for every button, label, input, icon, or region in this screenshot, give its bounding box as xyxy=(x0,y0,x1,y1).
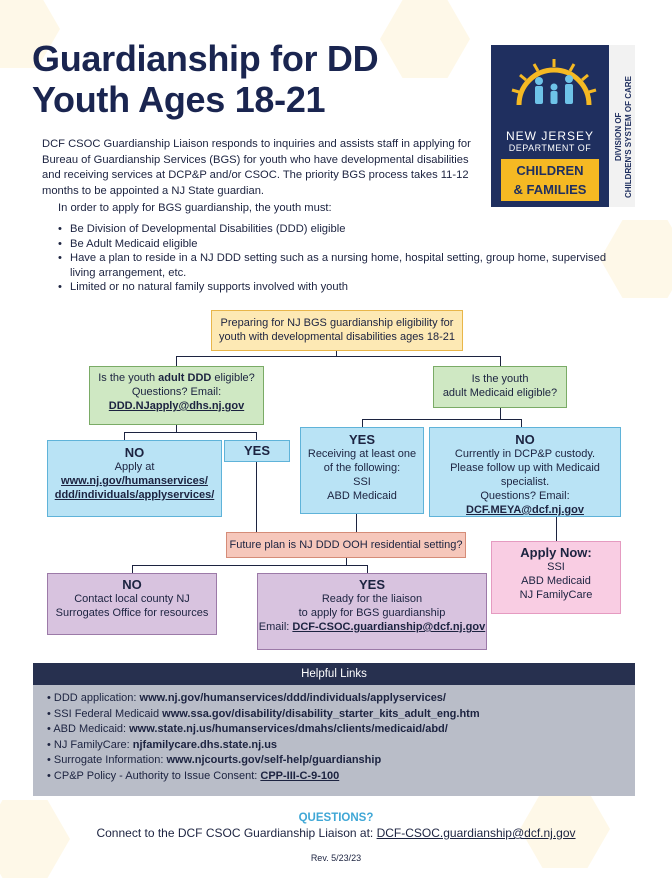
ddd-apply-link[interactable]: ddd/individuals/applyservices/ xyxy=(54,489,215,501)
flow-text: Future plan is NJ DDD OOH residential setting? xyxy=(229,539,463,551)
ddd-yes-box xyxy=(224,440,290,462)
page-title xyxy=(32,38,452,120)
flow-heading: NO xyxy=(124,445,145,460)
link-item: • NJ FamilyCare: njfamilycare.dhs.state.nj.us xyxy=(47,738,635,754)
connector-line xyxy=(367,565,368,573)
intro-paragraph: DCF CSOC Guardianship Liaison responds to inquiries and assists staff in applying for Bureau of Guardianship Services (BGS) for youth who have developmental disabilities and receiving services at DCP&P and/or CSOC. The priority BGS process takes 11-12 months to be appointed a NJ State guardian. xyxy=(42,138,471,197)
link-item: • DDD application: www.nj.gov/humanservices/ddd/individuals/applyservices/ xyxy=(47,691,635,707)
logo-side-panel xyxy=(609,45,635,207)
connector-line xyxy=(362,419,363,427)
liaison-email-link[interactable]: DCF-CSOC.guardianship@dcf.nj.gov xyxy=(376,826,576,840)
flow-text: Is the youth adult DDD eligible? xyxy=(98,372,255,384)
logo-state: NEW JERSEY xyxy=(505,129,594,143)
flow-text: Please follow up with Medicaid specialist. xyxy=(450,462,600,488)
residential-no-box xyxy=(47,573,217,635)
connector-line xyxy=(176,356,177,366)
nj-dcf-logo xyxy=(491,45,635,207)
njfamilycare-link[interactable]: njfamilycare.dhs.state.nj.us xyxy=(132,738,278,751)
logo-dept: DEPARTMENT OF xyxy=(508,143,592,153)
flow-text: SSI xyxy=(547,561,565,573)
logo-cf-line: CHILDREN xyxy=(516,163,584,178)
logo-division: DIVISION OF xyxy=(614,112,623,162)
title-line: Youth Ages 18-21 xyxy=(32,79,326,120)
flow-text: SSI xyxy=(353,476,371,488)
helpful-links-panel xyxy=(33,685,635,796)
cpp-policy-link[interactable]: CPP-III-C-9-100 xyxy=(260,769,340,782)
flow-text: Preparing for NJ BGS guardianship eligibility for xyxy=(220,317,454,329)
connector-line xyxy=(256,432,257,440)
flow-text: Currently in DCP&P custody. xyxy=(454,448,596,460)
connector-line xyxy=(176,356,501,357)
residential-yes-box xyxy=(257,573,487,650)
requirement-item: • Be Division of Developmental Disabilities (DDD) eligible xyxy=(56,222,626,237)
revision-date: Rev. 5/23/23 xyxy=(310,853,362,863)
flow-text: of the following: xyxy=(323,462,401,474)
link-item: • ABD Medicaid: www.state.nj.us/humanservices/dmahs/clients/medicaid/abd/ xyxy=(47,722,635,738)
flow-heading: YES xyxy=(358,577,385,592)
connector-line xyxy=(556,517,557,541)
flow-heading: YES xyxy=(348,432,375,447)
flow-text: adult Medicaid eligible? xyxy=(442,387,558,399)
flow-text: youth with developmental disabilities ages 18-21 xyxy=(218,331,456,343)
ddd-no-box xyxy=(47,440,222,517)
connector-line xyxy=(356,514,357,532)
flow-text: Receiving at least one xyxy=(307,448,417,460)
guardianship-email-link[interactable]: DCF-CSOC.guardianship@dcf.nj.gov xyxy=(292,621,486,633)
ssi-link[interactable]: www.ssa.gov/disability/disability_starter_kits_adult_eng.htm xyxy=(162,707,480,720)
flow-heading: NO xyxy=(515,432,535,447)
medicaid-no-box xyxy=(429,427,621,517)
logo-cf-line: & FAMILIES xyxy=(513,182,587,197)
requirement-item: • Have a plan to reside in a NJ DDD setting such as a nursing home, hospital setting, group home, supervised living arrangement, etc. xyxy=(56,251,626,280)
connector-line xyxy=(132,565,133,573)
title-line: Guardianship for DD xyxy=(32,38,379,79)
logo-csoc: CHILDREN'S SYSTEM OF CARE xyxy=(624,76,633,198)
connector-line xyxy=(256,462,257,532)
flow-text: ABD Medicaid xyxy=(521,575,591,587)
link-item: • Surrogate Information: www.njcourts.gov/self-help/guardianship xyxy=(47,753,635,769)
flow-text: Apply at xyxy=(114,461,155,473)
helpful-links-header: Helpful Links xyxy=(33,663,635,685)
medicaid-eligibility-box xyxy=(433,366,567,408)
flow-text: to apply for BGS guardianship xyxy=(298,607,446,619)
flow-text: Questions? Email: xyxy=(131,386,222,398)
questions-text: Connect to the DCF CSOC Guardianship Liaison at: DCF-CSOC.guardianship@dcf.nj.gov xyxy=(96,826,576,840)
logo-children-families xyxy=(501,159,599,201)
ddd-eligibility-box xyxy=(89,366,264,425)
flow-heading: NO xyxy=(122,577,142,592)
requirement-item: • Be Adult Medicaid eligible xyxy=(56,237,626,252)
flow-text: Ready for the liaison xyxy=(321,593,423,605)
medicaid-yes-box xyxy=(300,427,424,514)
link-item: • CP&P Policy - Authority to Issue Consent: CPP-III-C-9-100 xyxy=(47,769,635,785)
flow-text: NJ FamilyCare xyxy=(519,589,593,601)
ddd-application-link[interactable]: www.nj.gov/humanservices/ddd/individuals/applyservices/ xyxy=(139,692,446,704)
flow-text: Questions? Email: xyxy=(480,490,570,502)
connector-line xyxy=(500,356,501,366)
connector-line xyxy=(362,419,522,420)
meya-email-link[interactable]: DCF.MEYA@dcf.nj.gov xyxy=(466,504,584,516)
abd-medicaid-link[interactable]: www.state.nj.us/humanservices/dmahs/clients/medicaid/abd/ xyxy=(129,723,448,735)
flow-heading: Apply Now: xyxy=(520,545,592,560)
requirement-item: • Limited or no natural family supports involved with youth xyxy=(56,280,626,295)
logo-side-text xyxy=(614,67,634,207)
flow-heading: YES xyxy=(243,443,270,458)
questions-title: QUESTIONS? xyxy=(298,812,374,824)
residential-setting-box xyxy=(226,532,466,558)
requirements-list xyxy=(56,222,626,295)
flow-text: Contact local county NJ xyxy=(74,593,190,605)
ddd-apply-link[interactable]: www.nj.gov/humanservices/ xyxy=(61,475,208,487)
ddd-email-link[interactable]: DDD.NJapply@dhs.nj.gov xyxy=(108,400,245,412)
surrogate-link[interactable]: www.njcourts.gov/self-help/guardianship xyxy=(166,754,382,766)
flow-start-box xyxy=(211,310,463,351)
flow-text: ABD Medicaid xyxy=(327,490,397,502)
connector-line xyxy=(124,432,125,440)
connector-line xyxy=(521,419,522,427)
flow-text: Is the youth xyxy=(471,373,529,385)
requirements-lead: In order to apply for BGS guardianship, the youth must: xyxy=(58,202,332,214)
flow-text: Surrogates Office for resources xyxy=(55,607,209,619)
link-item: • SSI Federal Medicaid www.ssa.gov/disability/disability_starter_kits_adult_eng.htm xyxy=(47,707,635,723)
connector-line xyxy=(132,565,368,566)
connector-line xyxy=(124,432,257,433)
apply-now-box xyxy=(491,541,621,614)
sun-family-icon xyxy=(509,57,599,107)
flow-text: Email: DCF-CSOC.guardianship@dcf.nj.gov xyxy=(258,621,486,633)
